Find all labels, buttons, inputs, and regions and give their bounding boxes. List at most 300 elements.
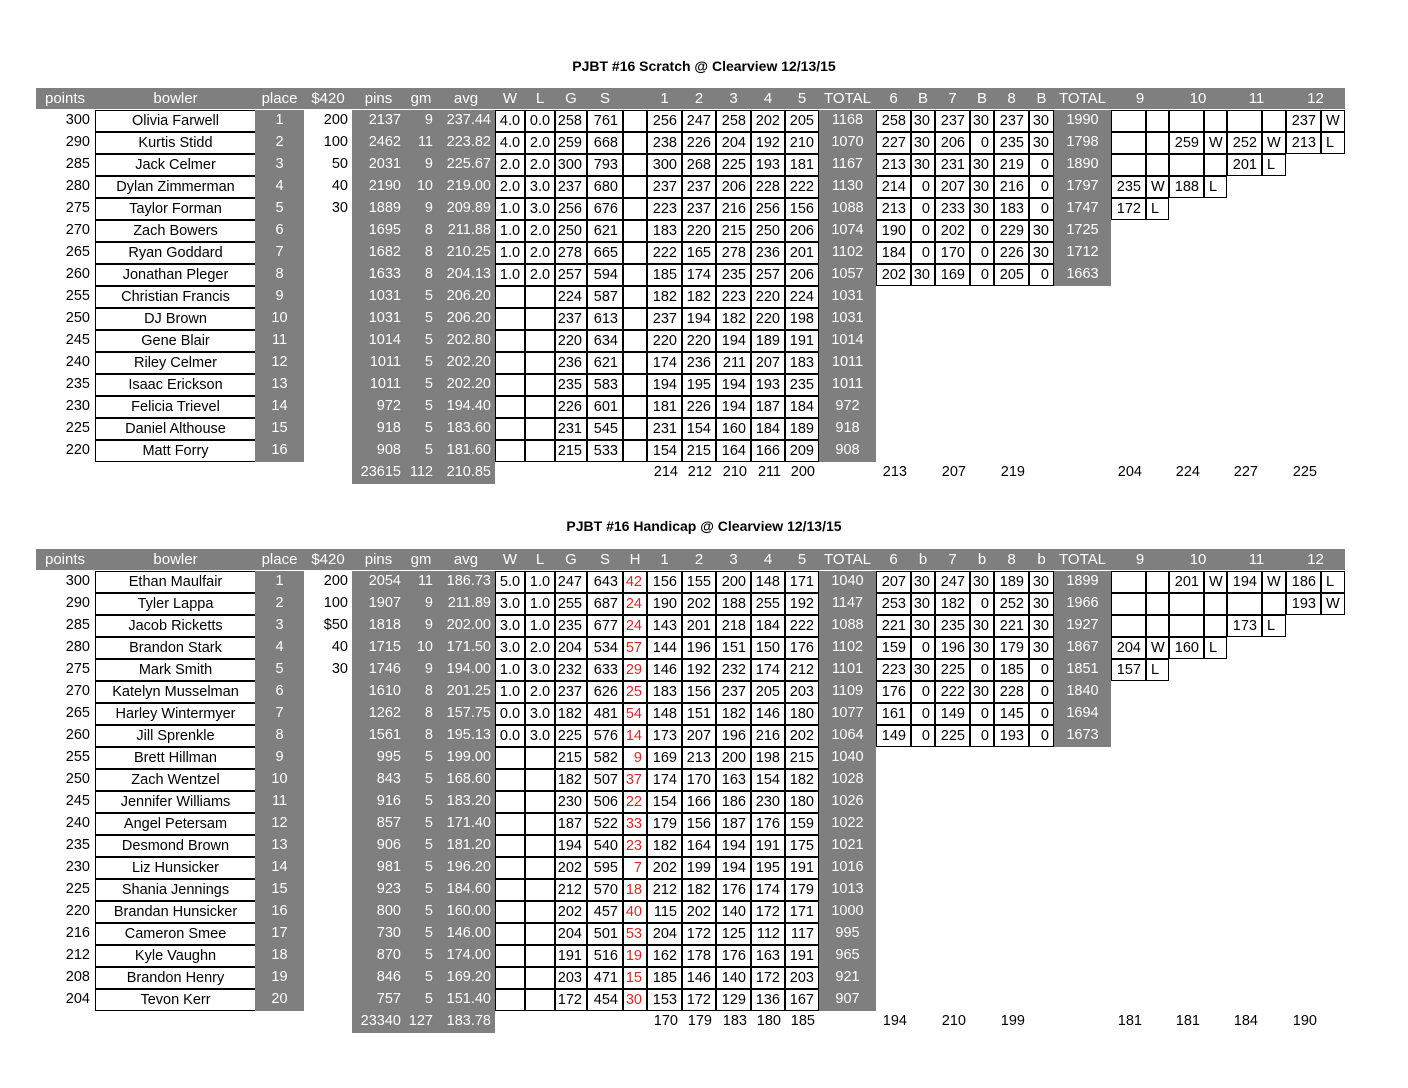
- stepladder-s6: 227: [876, 132, 911, 154]
- game-3-score: 211: [716, 352, 751, 374]
- game-5-score: 189: [785, 418, 819, 440]
- points-value: 245: [65, 793, 90, 809]
- game-2-score: 247: [682, 110, 716, 132]
- final-m10: 201: [1169, 571, 1204, 593]
- gm-value: 5: [405, 945, 437, 967]
- qualifying-total: 1040: [819, 571, 876, 593]
- bowler-name: Matt Forry: [95, 440, 256, 462]
- game-5-score: 180: [785, 791, 819, 813]
- game-5-score: 182: [785, 769, 819, 791]
- avg-value: 157.75: [437, 703, 495, 725]
- handicap-title: PJBT #16 Handicap @ Clearview 12/13/15: [566, 518, 842, 534]
- pins-value: 1011: [352, 352, 405, 374]
- points-value: 280: [65, 178, 90, 194]
- game-5-score: 167: [785, 989, 819, 1011]
- s-value: 582: [587, 747, 623, 769]
- s-value: 634: [587, 330, 623, 352]
- gm-value: 5: [405, 923, 437, 945]
- game-2-score: 178: [682, 945, 716, 967]
- prize-money: 200: [323, 112, 348, 128]
- l-value: [525, 835, 555, 857]
- game-1-score: 169: [647, 747, 682, 769]
- game-1-score: 154: [647, 440, 682, 462]
- final-m9: 204: [1111, 637, 1146, 659]
- place-value: 14: [255, 396, 304, 418]
- place-value: 11: [255, 330, 304, 352]
- game-1-score: 231: [647, 418, 682, 440]
- header-b7: b: [970, 549, 994, 570]
- prize-money: [304, 813, 352, 835]
- summary-g7: 210: [941, 1013, 966, 1029]
- w-value: 3.0: [495, 615, 525, 637]
- prize-money: [304, 901, 352, 923]
- final-r10: [1204, 110, 1227, 132]
- final-r10: [1204, 154, 1227, 176]
- header-l: L: [525, 549, 555, 570]
- avg-value: 146.00: [437, 923, 495, 945]
- header-g1: 1: [647, 88, 682, 109]
- header-game-11: 11: [1227, 549, 1286, 570]
- summary-g4: 180: [756, 1013, 781, 1029]
- game-3-score: 194: [716, 857, 751, 879]
- game-2-score: 192: [682, 659, 716, 681]
- avg-value: 204.13: [437, 264, 495, 286]
- s-value: 633: [587, 659, 623, 681]
- final-m10: 188: [1169, 176, 1204, 198]
- prize-money: [304, 725, 352, 747]
- avg-value: 174.00: [437, 945, 495, 967]
- final-r9: [1146, 154, 1169, 176]
- s-value: 595: [587, 857, 623, 879]
- prize-money: 200: [323, 573, 348, 589]
- stepladder-s6: 207: [876, 571, 911, 593]
- scratch-title: PJBT #16 Scratch @ Clearview 12/13/15: [572, 58, 836, 74]
- place-value: 2: [255, 593, 304, 615]
- game-1-score: 220: [647, 330, 682, 352]
- game-4-score: 172: [751, 967, 785, 989]
- l-value: [525, 440, 555, 462]
- s-value: 680: [587, 176, 623, 198]
- qualifying-total: 1011: [819, 374, 876, 396]
- gm-value: 5: [405, 330, 437, 352]
- qualifying-total: 1000: [819, 901, 876, 923]
- stepladder-s7: 222: [935, 681, 970, 703]
- final-m12: 237: [1286, 110, 1321, 132]
- s-value: 533: [587, 440, 623, 462]
- pins-value: 1889: [352, 198, 405, 220]
- game-2-score: 156: [682, 681, 716, 703]
- bowler-name: Jonathan Pleger: [95, 264, 256, 286]
- stepladder-s7: 231: [935, 154, 970, 176]
- header-g2: 2: [682, 549, 716, 570]
- g-value: 182: [555, 703, 587, 725]
- pins-value: 1746: [352, 659, 405, 681]
- game-4-score: 146: [751, 703, 785, 725]
- game-4-score: 195: [751, 857, 785, 879]
- game-1-score: 173: [647, 725, 682, 747]
- prize-money: [304, 769, 352, 791]
- place-value: 4: [255, 637, 304, 659]
- stepladder-b6: 0: [911, 725, 935, 747]
- avg-value: 209.89: [437, 198, 495, 220]
- game-2-score: 172: [682, 923, 716, 945]
- game-5-score: 210: [785, 132, 819, 154]
- qualifying-total: 1102: [819, 637, 876, 659]
- stepladder-s7: 169: [935, 264, 970, 286]
- gm-value: 5: [405, 308, 437, 330]
- game-4-score: 172: [751, 901, 785, 923]
- header-g6: 6: [876, 88, 911, 109]
- game-5-score: 184: [785, 396, 819, 418]
- game-1-score: 185: [647, 264, 682, 286]
- stepladder-b7: 30: [970, 198, 994, 220]
- l-value: [525, 396, 555, 418]
- stepladder-b8: 30: [1029, 571, 1054, 593]
- header-pins: pins: [352, 88, 405, 109]
- g-value: 194: [555, 835, 587, 857]
- points-value: 216: [65, 925, 90, 941]
- header-points: points: [36, 88, 94, 109]
- pins-value: 981: [352, 857, 405, 879]
- game-3-score: 140: [716, 901, 751, 923]
- gm-value: 8: [405, 725, 437, 747]
- l-value: [525, 418, 555, 440]
- prize-money: [304, 286, 352, 308]
- game-4-score: 192: [751, 132, 785, 154]
- gm-value: 11: [405, 132, 437, 154]
- game-3-score: 196: [716, 725, 751, 747]
- header-gm: gm: [405, 88, 437, 109]
- game-3-score: 151: [716, 637, 751, 659]
- gm-value: 5: [405, 352, 437, 374]
- gm-value: 5: [405, 769, 437, 791]
- pins-value: 972: [352, 396, 405, 418]
- spacer-cell: [623, 330, 647, 352]
- gm-value: 9: [405, 615, 437, 637]
- gm-value: 5: [405, 835, 437, 857]
- w-value: [495, 769, 525, 791]
- handicap-value: 33: [623, 813, 647, 835]
- header-gm: gm: [405, 549, 437, 570]
- qualifying-total: 1057: [819, 264, 876, 286]
- summary-pins: 23340: [352, 1011, 405, 1033]
- header-bowler: bowler: [95, 549, 256, 570]
- game-3-score: 218: [716, 615, 751, 637]
- spacer-cell: [623, 440, 647, 462]
- match-play-total: 1927: [1054, 615, 1111, 637]
- game-2-score: 196: [682, 637, 716, 659]
- w-value: 1.0: [495, 198, 525, 220]
- summary-g1: 170: [653, 1013, 678, 1029]
- match-play-total: 1966: [1054, 593, 1111, 615]
- game-4-score: 191: [751, 835, 785, 857]
- stepladder-s8: 219: [994, 154, 1029, 176]
- stepladder-b7: 0: [970, 242, 994, 264]
- stepladder-b6: 30: [911, 659, 935, 681]
- header-g4: 4: [751, 88, 785, 109]
- game-2-score: 226: [682, 132, 716, 154]
- w-value: 3.0: [495, 637, 525, 659]
- game-4-score: 184: [751, 615, 785, 637]
- spacer-cell: [623, 110, 647, 132]
- summary-g2: 212: [687, 464, 712, 480]
- game-2-score: 202: [682, 593, 716, 615]
- header-g5: 5: [785, 549, 819, 570]
- qualifying-total: 1064: [819, 725, 876, 747]
- game-2-score: 201: [682, 615, 716, 637]
- stepladder-b8: 0: [1029, 659, 1054, 681]
- final-r9: W: [1146, 176, 1169, 198]
- spacer-cell: [623, 286, 647, 308]
- summary-g10: 224: [1175, 464, 1200, 480]
- pins-value: 1818: [352, 615, 405, 637]
- gm-value: 8: [405, 220, 437, 242]
- s-value: 793: [587, 154, 623, 176]
- place-value: 12: [255, 813, 304, 835]
- spacer-cell: [623, 154, 647, 176]
- g-value: 172: [555, 989, 587, 1011]
- game-4-score: 112: [751, 923, 785, 945]
- final-r11: L: [1262, 615, 1286, 637]
- stepladder-b6: 0: [911, 220, 935, 242]
- game-4-score: 174: [751, 659, 785, 681]
- game-5-score: 183: [785, 352, 819, 374]
- bowler-name: Tevon Kerr: [95, 989, 256, 1011]
- match-play-total: 1798: [1054, 132, 1111, 154]
- avg-value: 206.20: [437, 308, 495, 330]
- stepladder-b8: 30: [1029, 242, 1054, 264]
- pins-value: 918: [352, 418, 405, 440]
- points-value: 250: [65, 310, 90, 326]
- game-2-score: 199: [682, 857, 716, 879]
- points-value: 220: [65, 442, 90, 458]
- game-1-score: 143: [647, 615, 682, 637]
- qualifying-total: 907: [819, 989, 876, 1011]
- w-value: [495, 857, 525, 879]
- s-value: 677: [587, 615, 623, 637]
- w-value: [495, 352, 525, 374]
- avg-value: 202.20: [437, 352, 495, 374]
- header-w: W: [495, 88, 525, 109]
- bowler-name: Ryan Goddard: [95, 242, 256, 264]
- game-3-score: 176: [716, 879, 751, 901]
- qualifying-total: 1016: [819, 857, 876, 879]
- points-value: 300: [65, 573, 90, 589]
- stepladder-b7: 0: [970, 703, 994, 725]
- points-value: 270: [65, 222, 90, 238]
- prize-money: 30: [331, 200, 348, 216]
- final-m10: [1169, 593, 1204, 615]
- final-r11: W: [1262, 132, 1286, 154]
- stepladder-s7: 225: [935, 725, 970, 747]
- header-g: G: [555, 88, 587, 109]
- bowler-name: Riley Celmer: [95, 352, 256, 374]
- gm-value: 5: [405, 989, 437, 1011]
- stepladder-b6: 30: [911, 571, 935, 593]
- header-avg: avg: [437, 88, 495, 109]
- g-value: 182: [555, 769, 587, 791]
- stepladder-s8: 179: [994, 637, 1029, 659]
- gm-value: 10: [405, 637, 437, 659]
- avg-value: 211.89: [437, 593, 495, 615]
- place-value: 9: [255, 286, 304, 308]
- header-g: G: [555, 549, 587, 570]
- game-4-score: 228: [751, 176, 785, 198]
- game-2-score: 182: [682, 879, 716, 901]
- prize-money: [304, 330, 352, 352]
- place-value: 12: [255, 352, 304, 374]
- stepladder-b7: 30: [970, 154, 994, 176]
- avg-value: 181.20: [437, 835, 495, 857]
- pins-value: 843: [352, 769, 405, 791]
- pins-value: 1031: [352, 286, 405, 308]
- pins-value: 730: [352, 923, 405, 945]
- match-play-total: 1840: [1054, 681, 1111, 703]
- avg-value: 237.44: [437, 110, 495, 132]
- game-1-score: 238: [647, 132, 682, 154]
- stepladder-b7: 0: [970, 659, 994, 681]
- game-1-score: 194: [647, 374, 682, 396]
- game-4-score: 236: [751, 242, 785, 264]
- s-value: 583: [587, 374, 623, 396]
- stepladder-b8: 0: [1029, 681, 1054, 703]
- header-g1: 1: [647, 549, 682, 570]
- avg-value: 160.00: [437, 901, 495, 923]
- handicap-value: 54: [623, 703, 647, 725]
- pins-value: 846: [352, 967, 405, 989]
- l-value: [525, 352, 555, 374]
- game-2-score: 151: [682, 703, 716, 725]
- match-play-total: 1694: [1054, 703, 1111, 725]
- summary-g1: 214: [653, 464, 678, 480]
- game-2-score: 226: [682, 396, 716, 418]
- final-m11: 252: [1227, 132, 1262, 154]
- w-value: 0.0: [495, 725, 525, 747]
- game-1-score: 256: [647, 110, 682, 132]
- summary-pins: 23615: [352, 462, 405, 484]
- stepladder-b7: 0: [970, 220, 994, 242]
- l-value: [525, 879, 555, 901]
- qualifying-total: 1014: [819, 330, 876, 352]
- s-value: 457: [587, 901, 623, 923]
- s-value: 506: [587, 791, 623, 813]
- avg-value: 151.40: [437, 989, 495, 1011]
- stepladder-s8: 205: [994, 264, 1029, 286]
- qualifying-total: 995: [819, 923, 876, 945]
- header-place: place: [255, 88, 304, 109]
- pins-value: 1262: [352, 703, 405, 725]
- header-g7: 7: [935, 549, 970, 570]
- l-value: [525, 374, 555, 396]
- summary-g11: 227: [1233, 464, 1258, 480]
- summary-g5: 200: [790, 464, 815, 480]
- points-value: 208: [65, 969, 90, 985]
- points-value: 250: [65, 771, 90, 787]
- w-value: 1.0: [495, 220, 525, 242]
- stepladder-b6: 30: [911, 615, 935, 637]
- game-4-score: 154: [751, 769, 785, 791]
- stepladder-s7: 207: [935, 176, 970, 198]
- handicap-value: 23: [623, 835, 647, 857]
- final-m10: [1169, 110, 1204, 132]
- game-2-score: 207: [682, 725, 716, 747]
- final-m12: 186: [1286, 571, 1321, 593]
- qualifying-total: 1147: [819, 593, 876, 615]
- s-value: 676: [587, 198, 623, 220]
- game-1-score: 237: [647, 308, 682, 330]
- header-g8: 8: [994, 88, 1029, 109]
- s-value: 613: [587, 308, 623, 330]
- g-value: 204: [555, 923, 587, 945]
- game-3-score: 194: [716, 396, 751, 418]
- bowler-name: Gene Blair: [95, 330, 256, 352]
- final-r12: W: [1321, 593, 1345, 615]
- header-b6: B: [911, 88, 935, 109]
- game-5-score: 212: [785, 659, 819, 681]
- stepladder-s6: 184: [876, 242, 911, 264]
- summary-g2: 179: [687, 1013, 712, 1029]
- l-value: 2.0: [525, 264, 555, 286]
- handicap-value: 53: [623, 923, 647, 945]
- header-money: $420: [304, 88, 352, 109]
- game-3-score: 258: [716, 110, 751, 132]
- bowler-name: Jacob Ricketts: [95, 615, 256, 637]
- stepladder-b8: 0: [1029, 264, 1054, 286]
- game-2-score: 194: [682, 308, 716, 330]
- bowler-name: Jack Celmer: [95, 154, 256, 176]
- header-g2: 2: [682, 88, 716, 109]
- s-value: 507: [587, 769, 623, 791]
- game-4-score: 189: [751, 330, 785, 352]
- stepladder-s6: 213: [876, 198, 911, 220]
- game-1-score: 300: [647, 154, 682, 176]
- l-value: [525, 308, 555, 330]
- stepladder-s8: 221: [994, 615, 1029, 637]
- w-value: [495, 901, 525, 923]
- points-value: 245: [65, 332, 90, 348]
- pins-value: 2031: [352, 154, 405, 176]
- s-value: 471: [587, 967, 623, 989]
- avg-value: 202.20: [437, 374, 495, 396]
- pins-value: 916: [352, 791, 405, 813]
- g-value: 231: [555, 418, 587, 440]
- game-3-score: 187: [716, 813, 751, 835]
- match-play-total: 1899: [1054, 571, 1111, 593]
- game-2-score: 213: [682, 747, 716, 769]
- avg-value: 195.13: [437, 725, 495, 747]
- game-2-score: 237: [682, 176, 716, 198]
- stepladder-b7: 30: [970, 637, 994, 659]
- game-4-score: 148: [751, 571, 785, 593]
- bowler-name: Kyle Vaughn: [95, 945, 256, 967]
- s-value: 594: [587, 264, 623, 286]
- s-value: 454: [587, 989, 623, 1011]
- bowler-name: DJ Brown: [95, 308, 256, 330]
- final-r9: L: [1146, 659, 1169, 681]
- final-m11: 201: [1227, 154, 1262, 176]
- bowler-name: Christian Francis: [95, 286, 256, 308]
- game-5-score: 179: [785, 879, 819, 901]
- game-3-score: 278: [716, 242, 751, 264]
- pins-value: 2190: [352, 176, 405, 198]
- game-5-score: 156: [785, 198, 819, 220]
- final-r10: W: [1204, 571, 1227, 593]
- l-value: 2.0: [525, 132, 555, 154]
- game-4-score: 136: [751, 989, 785, 1011]
- l-value: [525, 923, 555, 945]
- game-4-score: 216: [751, 725, 785, 747]
- gm-value: 5: [405, 440, 437, 462]
